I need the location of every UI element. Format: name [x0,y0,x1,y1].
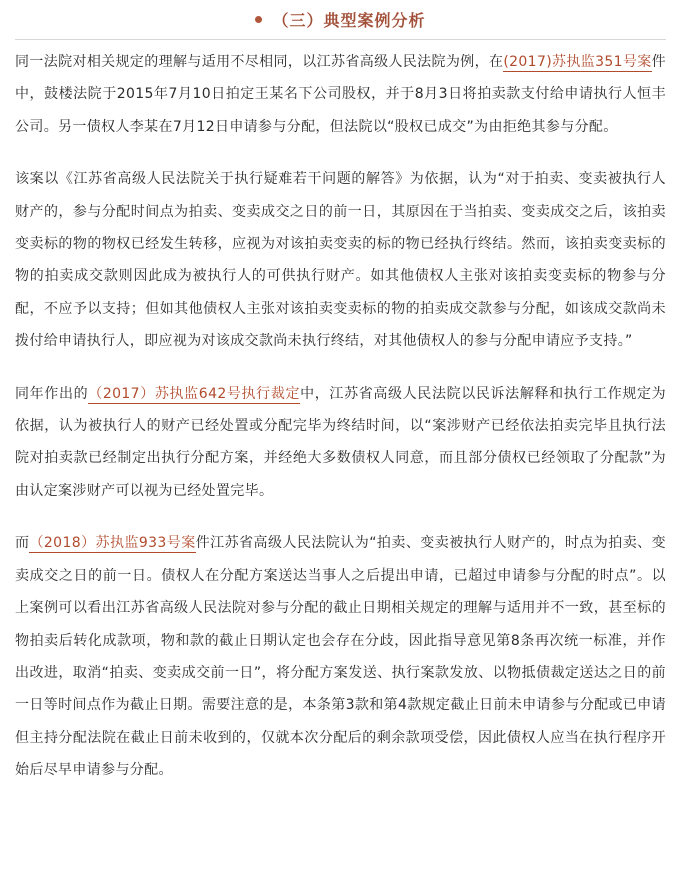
paragraph-1-text-before: 同一法院对相关规定的理解与适用不尽相同，以江苏省高级人民法院为例，在 [15,54,504,70]
paragraph-3-text-after: 中，江苏省高级人民法院以民诉法解释和执行工作规定为依据，认为被执行人的财产已经处置或分配完毕为终结时间，以“案涉财产已经依法拍卖完毕且执行法院对拍卖款已经制定出执行分配方案，并经绝大多数债权人同意，而且部分债权已经领取了分配款”为由认定案涉财产可以视为已经处置完毕。 [15,385,667,499]
paragraph-2-text: 该案以《江苏省高级人民法院关于执行疑难若干问题的解答》为依据，认为“对于拍卖、变卖被执行人财产的，参与分配时间点为拍卖、变卖成交之日的前一日，其原因在于当拍卖、变卖成交之后，该拍卖变卖标的物的物权已经发生转移，应视为对该拍卖变卖的标的物已经执行终结。然而，该拍卖变卖标的物的拍卖成交款则因此成为被执行人的可供执行财产。如其他债权人主张对该拍卖变卖标的物参与分配，不应予以支持；但如其他债权人主张对该拍卖变卖标的物的拍卖成交款参与分配，如该成交款尚未拨付给申请执行人，即应视为对该成交款尚未执行终结，对其他债权人的参与分配申请应予支持。” [15,171,666,350]
paragraph-4 [15,527,666,786]
section-header [15,0,666,38]
case-link-2017-642[interactable]: （2017）苏执监642号执行裁定 [88,385,301,402]
bullet-dot-icon [255,16,262,23]
header-divider [15,39,666,40]
case-link-2017-351[interactable]: (2017)苏执监351号案 [503,54,652,70]
paragraph-1 [15,46,666,143]
paragraph-4-text-before: 而 [15,535,30,552]
paragraph-2 [15,163,666,357]
paragraph-4-text-after: 件江苏省高级人民法院认为“拍卖、变卖被执行人财产的，时点为拍卖、变卖成交之日的前一日。债权人在分配方案送达当事人之后提出申请，已超过申请参与分配的时点”。以上案例可以看出江苏省高级人民法院对参与分配的截止日期相关规定的理解与适用并不一致，甚至标的物拍卖后转化成款项，物和款的截止日期认定也会存在分歧，因此指导意见第8条再次统一标准，并作出改进，取消“拍卖、变卖成交前一日”，将分配方案发送、执行案款发放、以物抵债裁定送达之日的前一日等时间点作为截止日期。需要注意的是，本条第3款和第4款规定截止日前未申请参与分配或已申请但主持分配法院在截止日前未收到的，仅就本次分配后的剩余款项受偿，因此债权人应当在执行程序开始后尽早申请参与分配。 [15,535,666,779]
paragraph-3 [15,378,666,508]
case-link-2018-933[interactable]: （2018）苏执监933号案 [29,535,196,552]
paragraph-1-text-after: 件中，鼓楼法院于2015年7月10日拍定王某名下公司股权，并于8月3日将拍卖款支付给申请执行人恒丰公司。另一债权人李某在7月12日申请参与分配，但法院以“股权已成交”为由拒绝其参与分配。 [15,54,666,135]
section-title: （三）典型案例分析 [272,10,426,30]
paragraph-3-text-before: 同年作出的 [15,385,89,402]
